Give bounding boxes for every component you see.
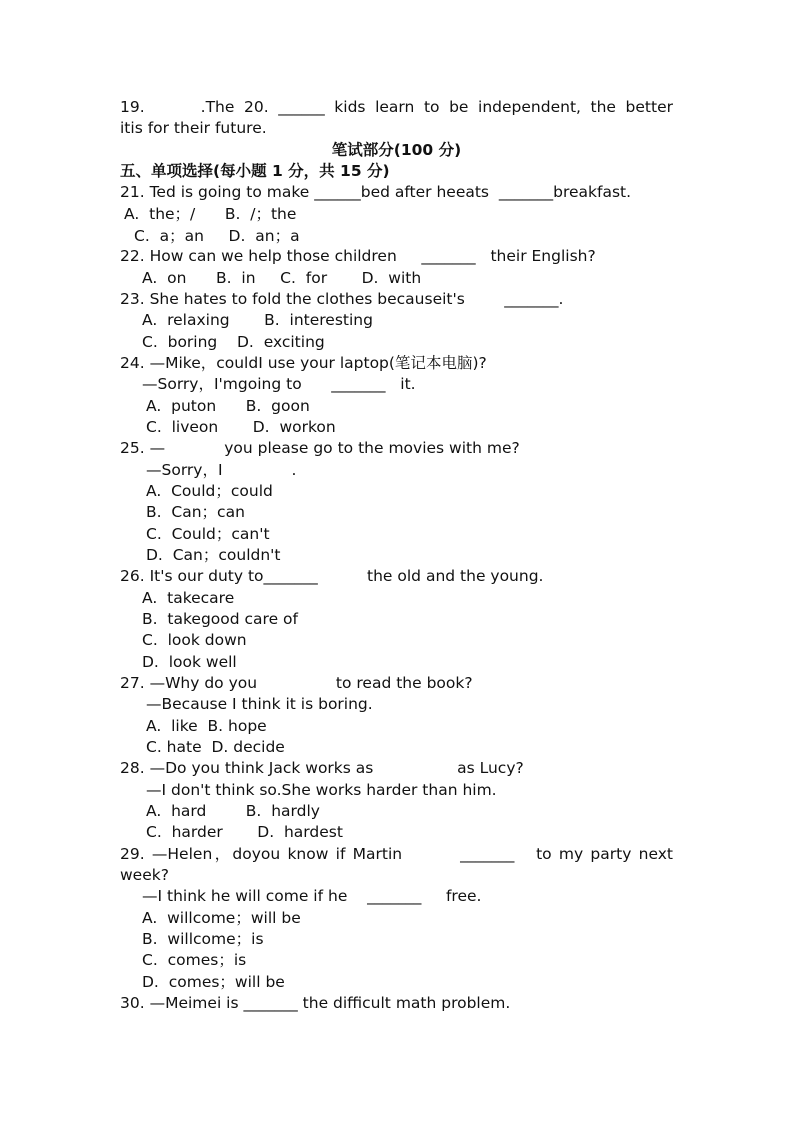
question-26 <box>120 566 543 586</box>
option-line: C. harder D. hardest <box>146 823 343 841</box>
question-25 <box>120 438 520 458</box>
question-number: 27. <box>120 674 145 692</box>
section-title: 五、单项选择(每小题 1 分，共 15 分) <box>120 162 390 180</box>
question-stem: —Do you think Jack works as as Lucy? <box>149 759 524 777</box>
option-line: A. hard B. hardly <box>146 802 320 820</box>
option-line: D. comes；will be <box>142 973 285 991</box>
option-line: A. on B. in C. for D. with <box>142 269 422 287</box>
option-line: C. hate D. decide <box>146 738 285 756</box>
option-line: B. willcome；is <box>142 930 264 948</box>
question-23 <box>120 289 563 309</box>
option-line: A. takecare <box>142 589 235 607</box>
question-number: 25. <box>120 439 145 457</box>
option-line: B. takegood care of <box>142 610 298 628</box>
option-line: C. a；an D. an；a <box>134 227 300 245</box>
question-stem: — you please go to the movies with me? <box>149 439 520 457</box>
option-line: A. Could；could <box>146 482 273 500</box>
option-line: A. the；/ B. /；the <box>124 205 297 223</box>
question-number: 29. <box>120 845 145 863</box>
question-number: 30. <box>120 994 145 1012</box>
question-30 <box>120 993 510 1013</box>
question-28 <box>120 758 524 778</box>
question-number: 24. <box>120 354 145 372</box>
question-stem-continuation: week? <box>120 866 169 884</box>
dialogue-line: —Because I think it is boring. <box>146 695 373 713</box>
option-line: C. liveon D. workon <box>146 418 336 436</box>
question-number: 23. <box>120 290 145 308</box>
question-stem: Ted is going to make ______bed after heeats _______breakfast. <box>149 183 632 201</box>
option-line: C. boring D. exciting <box>142 333 325 351</box>
q19-text: .The 20. ______ kids learn to be independent, the better <box>200 98 673 116</box>
dialogue-line: —I don't think so.She works harder than him. <box>146 781 497 799</box>
question-stem: —Mike，couldI use your laptop(笔记本电脑)? <box>149 354 487 372</box>
question-number: 22. <box>120 247 145 265</box>
option-line: C. comes；is <box>142 951 247 969</box>
question-stem: —Why do you to read the book? <box>149 674 473 692</box>
question-29 <box>120 844 673 864</box>
option-line: A. like B. hope <box>146 717 267 735</box>
option-line: C. look down <box>142 631 247 649</box>
question-24 <box>120 353 487 373</box>
question-27 <box>120 673 473 693</box>
question-22 <box>120 246 596 266</box>
q19-number: 19. <box>120 98 145 116</box>
option-line: D. look well <box>142 653 237 671</box>
question-stem: She hates to fold the clothes becauseit's _______. <box>149 290 564 308</box>
question-number: 21. <box>120 183 145 201</box>
dialogue-line: —I think he will come if he _______ free. <box>142 887 482 905</box>
written-section-header: 笔试部分(100 分) <box>331 141 462 159</box>
question-number: 28. <box>120 759 145 777</box>
q19-line <box>120 97 673 117</box>
option-line: D. Can；couldn't <box>146 546 281 564</box>
question-stem: How can we help those children _______ their English? <box>149 247 596 265</box>
dialogue-line: —Sorry，I'mgoing to _______ it. <box>142 375 416 393</box>
option-line: A. puton B. goon <box>146 397 310 415</box>
question-stem: It's our duty to_______ the old and the young. <box>149 567 544 585</box>
option-line: B. Can；can <box>146 503 245 521</box>
option-line: A. relaxing B. interesting <box>142 311 373 329</box>
question-number: 26. <box>120 567 145 585</box>
question-stem: —Helen，doyou know if Martin _______ to my party next <box>151 845 673 863</box>
option-line: A. willcome；will be <box>142 909 301 927</box>
option-line: C. Could；can't <box>146 525 270 543</box>
dialogue-line: —Sorry，I . <box>146 461 297 479</box>
question-21 <box>120 182 631 202</box>
q19-continuation: itis for their future. <box>120 119 267 137</box>
question-stem: —Meimei is _______ the difficult math problem. <box>149 994 511 1012</box>
